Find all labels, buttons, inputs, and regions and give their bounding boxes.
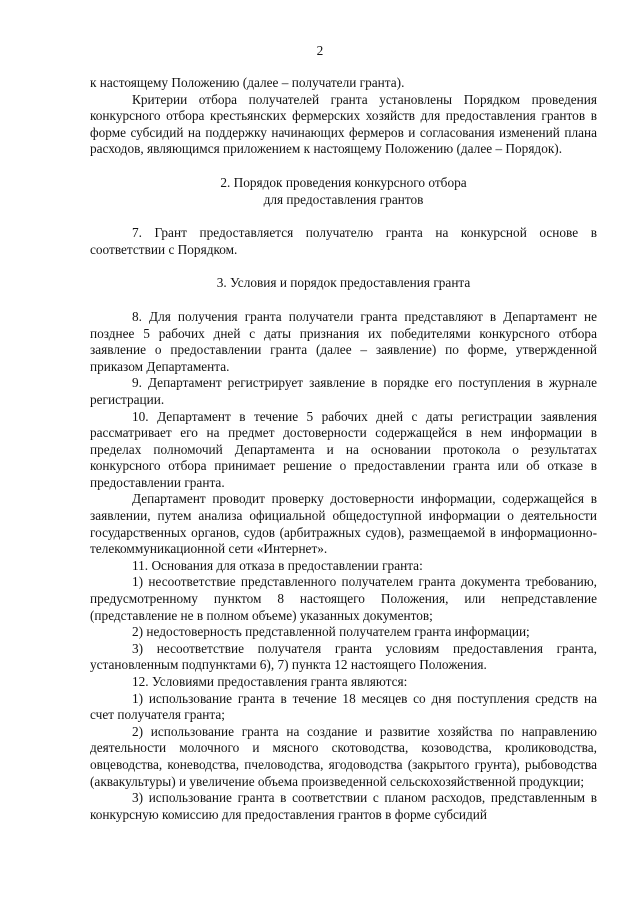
section-heading-continued: для предоставления грантов — [263, 191, 424, 207]
document-body — [90, 75, 597, 823]
list-item: 1) использование гранта в течение 18 месяцев со дня поступления средств на счет получателя гранта; — [90, 690, 597, 723]
paragraph: Департамент проводит проверку достоверности информации, содержащейся в заявлении, путем анализа официальной общедоступной информации о деятельности государственных органов, судов (арбитражных судов), размещаемой в информационно-телекоммуникационной сети «Интернет». — [90, 491, 597, 557]
page-number: 2 — [316, 43, 324, 58]
paragraph: 10. Департамент в течение 5 рабочих дней с даты регистрации заявления рассматривает его на предмет достоверности содержащейся в нем информации в пределах полномочий Департамента и на основании протокола о результатах конкурсного отбора принимает решение о предоставлении гранта или об отказе в предоставлении гранта. — [90, 408, 597, 490]
list-item: 2) использование гранта на создание и развитие хозяйства по направлению деятельности молочного и мясного скотоводства, козоводства, кролиководства, овцеводства, коневодства, пчеловодства, ягодоводства (закрытого грунта), рыбоводства (аквакультуры) и увеличение объема произведенной сельскохозяйственной продукции; — [90, 723, 597, 789]
paragraph: 9. Департамент регистрирует заявление в порядке его поступления в журнале регистрации. — [90, 375, 597, 407]
paragraph: 7. Грант предоставляется получателю гранта на конкурсной основе в соответствии с Порядком. — [90, 225, 597, 257]
list-item: 3) несоответствие получателя гранта условиям предоставления гранта, установленным подпунктами 6), 7) пункта 12 настоящего Положения. — [90, 640, 597, 673]
list-item: 3) использование гранта в соответствии с планом расходов, представленным в конкурсную комиссию для предоставления грантов в форме субсидий — [90, 790, 597, 822]
paragraph: 11. Основания для отказа в предоставлении гранта: — [132, 557, 423, 573]
list-item: 1) несоответствие представленного получателем гранта документа требованию, предусмотренному пунктом 8 настоящего Положения, или непредставление (представление не в полном объеме) указанных документов; — [90, 574, 597, 623]
section-heading: 2. Порядок проведения конкурсного отбора — [220, 174, 467, 190]
paragraph: 8. Для получения гранта получатели гранта представляют в Департамент не позднее 5 рабочих дней с даты признания их победителями конкурсного отбора заявление о предоставлении гранта (далее – заявление) по форме, утвержденной приказом Департамента. — [90, 308, 597, 374]
section-heading: 3. Условия и порядок предоставления гранта — [216, 275, 471, 291]
paragraph: Критерии отбора получателей гранта установлены Порядком проведения конкурсного отбора крестьянских фермерских хозяйств для предоставления грантов в форме субсидий на поддержку начинающих фермеров и согласования изменений плана расходов, являющимся приложением к настоящему Положению (далее – Порядок). — [90, 91, 597, 157]
list-item: 2) недостоверность представленной получателем гранта информации; — [132, 624, 530, 640]
paragraph: 12. Условиями предоставления гранта являются: — [132, 674, 408, 689]
paragraph: к настоящему Положению (далее – получатели гранта). — [90, 75, 405, 90]
